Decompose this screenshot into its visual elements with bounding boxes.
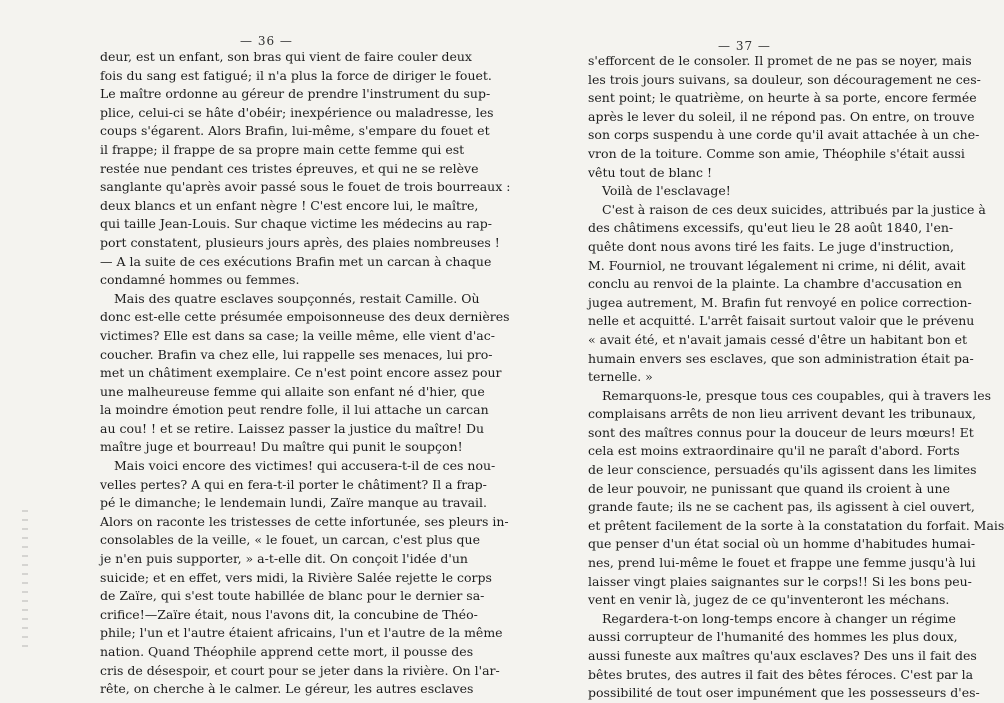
right-page-text-line: s'efforcent de le consoler. Il promet de ne pas se noyer, mais xyxy=(588,53,972,68)
left-page-text-line: Mais des quatre esclaves soupçonnés, restait Camille. Où xyxy=(114,290,480,306)
left-page-text-line: deux blancs et un enfant nègre ! C'est encore lui, le maître, xyxy=(100,197,479,213)
right-page-text-line: Regardera-t-on long-temps encore à changer un régime xyxy=(602,610,956,626)
left-page-text-line: plice, celui-ci se hâte d'obéir; inexpérience ou maladresse, les xyxy=(100,104,494,120)
right-page-text-line: quête dont nous avons tiré les faits. Le juge d'instruction, xyxy=(588,238,955,254)
left-page-text-line: rête, on cherche à le calmer. Le géreur, les autres esclaves xyxy=(100,681,474,697)
left-page-text-line: crifice!—Zaïre était, nous l'avons dit, la concubine de Théo- xyxy=(100,606,478,622)
left-page-text-line: port constatent, plusieurs jours après, des plaies nombreuses ! xyxy=(100,234,500,250)
right-page-text-line: grande faute; ils ne se cachent pas, ils agissent à ciel ouvert, xyxy=(588,499,975,515)
right-page-text-line: des châtimens excessifs, qu'eut lieu le 28 août 1840, l'en- xyxy=(588,220,954,236)
right-page-text-line: bêtes brutes, des autres il fait des bêtes féroces. C'est par la xyxy=(588,666,974,682)
left-page-text-line: restée nue pendant ces tristes épreuves, et qui ne se relève xyxy=(100,160,479,176)
left-page-text-line: coucher. Brafin va chez elle, lui rappelle ses menaces, lui pro- xyxy=(100,346,493,362)
left-page-text-line: deur, est un enfant, son bras qui vient de faire couler deux xyxy=(100,49,472,64)
left-page-text-line: je n'en puis supporter, » a-t-elle dit. On conçoit l'idée d'un xyxy=(100,551,468,567)
right-page-text-line: les trois jours suivans, sa douleur, son découragement ne ces- xyxy=(588,71,981,87)
left-page-text-line: consolables de la veille, « le fouet, un carcan, c'est plus que xyxy=(100,532,480,548)
left-page-text xyxy=(100,48,511,699)
left-page-text-line: velles pertes? A qui en fera-t-il porter le châtiment? Il a frap- xyxy=(100,476,487,492)
right-page-text-line: C'est à raison de ces deux suicides, attribués par la justice à xyxy=(602,201,986,217)
left-page-text-line: cris de désespoir, et court pour se jeter dans la rivière. On l'ar- xyxy=(100,662,500,678)
right-page-text-line: et prêtent facilement de la sorte à la constatation du forfait. Mais xyxy=(588,517,1004,533)
right-page-text-line: de leur pouvoir, ne punissant que quand ils croient à une xyxy=(588,480,950,496)
right-page-text-line: complaisans arrêts de non lieu arrivent devant les tribunaux, xyxy=(588,406,977,422)
left-page-text-line: nation. Quand Théophile apprend cette mort, il pousse des xyxy=(100,644,474,659)
left-page-text-line: pé le dimanche; le lendemain lundi, Zaïre manque au travail. xyxy=(100,495,487,511)
left-page-text-line: Le maître ordonne au géreur de prendre l'instrument du sup- xyxy=(100,86,491,102)
right-page-text-line: possibilité de tout oser impunément que les possesseurs d'es- xyxy=(588,685,980,701)
right-page-text-line: nelle et acquitté. L'arrêt faisait surtout valoir que le prévenu xyxy=(588,313,975,329)
right-page-text-line: de leur conscience, persuadés qu'ils agissent dans les limites xyxy=(588,462,977,478)
right-page-text-line: après le lever du soleil, il ne répond pas. On entre, on trouve xyxy=(588,108,975,124)
left-page-text-line: maître juge et bourreau! Du maître qui punit le soupçon! xyxy=(100,439,463,455)
right-page-text-line: laisser vingt plaies saignantes sur le corps!! Si les bons peu- xyxy=(588,573,972,589)
right-page-text-line: sont des maîtres connus pour la douceur de leurs mœurs! Et xyxy=(588,424,974,440)
left-page-text-line: il frappe; il frappe de sa propre main cette femme qui est xyxy=(100,141,465,157)
left-page-text-line: la moindre émotion peut rendre folle, il lui attache un carcan xyxy=(100,402,489,418)
margin-scan-artifact xyxy=(22,510,28,650)
right-page-text-line: ternelle. » xyxy=(588,369,653,385)
right-page-text xyxy=(588,52,1004,703)
right-page-text-line: Voilà de l'esclavage! xyxy=(602,183,731,199)
left-page-text-line: Mais voici encore des victimes! qui accusera-t-il de ces nou- xyxy=(114,458,496,474)
left-page-text-line: — A la suite de ces exécutions Brafin met un carcan à chaque xyxy=(100,253,492,269)
left-page-text-line: qui taille Jean-Louis. Sur chaque victime les médecins au rap- xyxy=(100,216,493,232)
left-page-text-line: condamné hommes ou femmes. xyxy=(100,272,300,288)
left-page-text-line: met un châtiment exemplaire. Ce n'est point encore assez pour xyxy=(100,365,502,381)
left-page-text-line: victimes? Elle est dans sa case; la veille même, elle vient d'ac- xyxy=(100,327,495,343)
right-page-text-line: sent point; le quatrième, on heurte à sa porte, encore fermée xyxy=(588,90,977,106)
right-page-text-line: aussi corrupteur de l'humanité des hommes les plus doux, xyxy=(588,629,958,645)
right-page-text-line: M. Fourniol, ne trouvant légalement ni crime, ni délit, avait xyxy=(588,257,966,273)
right-page-number: — 37 — xyxy=(718,39,771,53)
left-page-text-line: sanglante qu'après avoir passé sous le fouet de trois bourreaux : xyxy=(100,179,511,195)
left-page-text-line: Alors on raconte les tristesses de cette infortunée, ses pleurs in- xyxy=(100,513,509,529)
right-page-text-line: « avait été, et n'avait jamais cessé d'être un habitant bon et xyxy=(588,331,968,347)
right-page-text-line: que penser d'un état social où un homme d'habitudes humai- xyxy=(588,536,976,552)
right-page-text-line: aussi funeste aux maîtres qu'aux esclaves? Des uns il fait des xyxy=(588,648,977,663)
left-page-text-line: au cou! ! et se retire. Laissez passer la justice du maître! Du xyxy=(100,420,485,436)
right-page-text-line: conclu au renvoi de la plainte. La chambre d'accusation en xyxy=(588,276,962,292)
left-page-text-line: suicide; et en effet, vers midi, la Rivière Salée rejette le corps xyxy=(100,569,492,585)
right-page-text-line: humain envers ses esclaves, que son administration était pa- xyxy=(588,350,974,366)
right-page-text-line: vent en venir là, jugez de ce qu'inventeront les méchans. xyxy=(588,592,950,608)
left-page-text-line: phile; l'un et l'autre étaient africains, l'un et l'autre de la même xyxy=(100,625,503,641)
left-page-text-line: une malheureuse femme qui allaite son enfant né d'hier, que xyxy=(100,383,485,399)
left-page-number: — 36 — xyxy=(240,34,293,48)
right-page-text-line: vêtu tout de blanc ! xyxy=(588,164,712,180)
right-page-text-line: jugea autrement, M. Brafin fut renvoyé en police correction- xyxy=(588,294,972,310)
left-page-text-line: donc est-elle cette présumée empoisonneuse des deux dernières xyxy=(100,309,510,325)
left-page-text-line: coups s'égarent. Alors Brafin, lui-même, s'empare du fouet et xyxy=(100,123,490,139)
right-page-text-line: Remarquons-le, presque tous ces coupables, qui à travers les xyxy=(602,387,992,403)
left-page-text-line: fois du sang est fatigué; il n'a plus la force de diriger le fouet. xyxy=(100,67,492,83)
right-page-text-line: vron de la toiture. Comme son amie, Théophile s'était aussi xyxy=(588,145,965,161)
right-page-text-line: son corps suspendu à une corde qu'il avait attachée à un che- xyxy=(588,127,980,143)
right-page-text-line: nes, prend lui-même le fouet et frappe une femme jusqu'à lui xyxy=(588,555,976,571)
right-page-text-line: cela est moins extraordinaire qu'il ne paraît d'abord. Forts xyxy=(588,443,960,459)
left-page-text-line: de Zaïre, qui s'est toute habillée de blanc pour le dernier sa- xyxy=(100,588,485,604)
